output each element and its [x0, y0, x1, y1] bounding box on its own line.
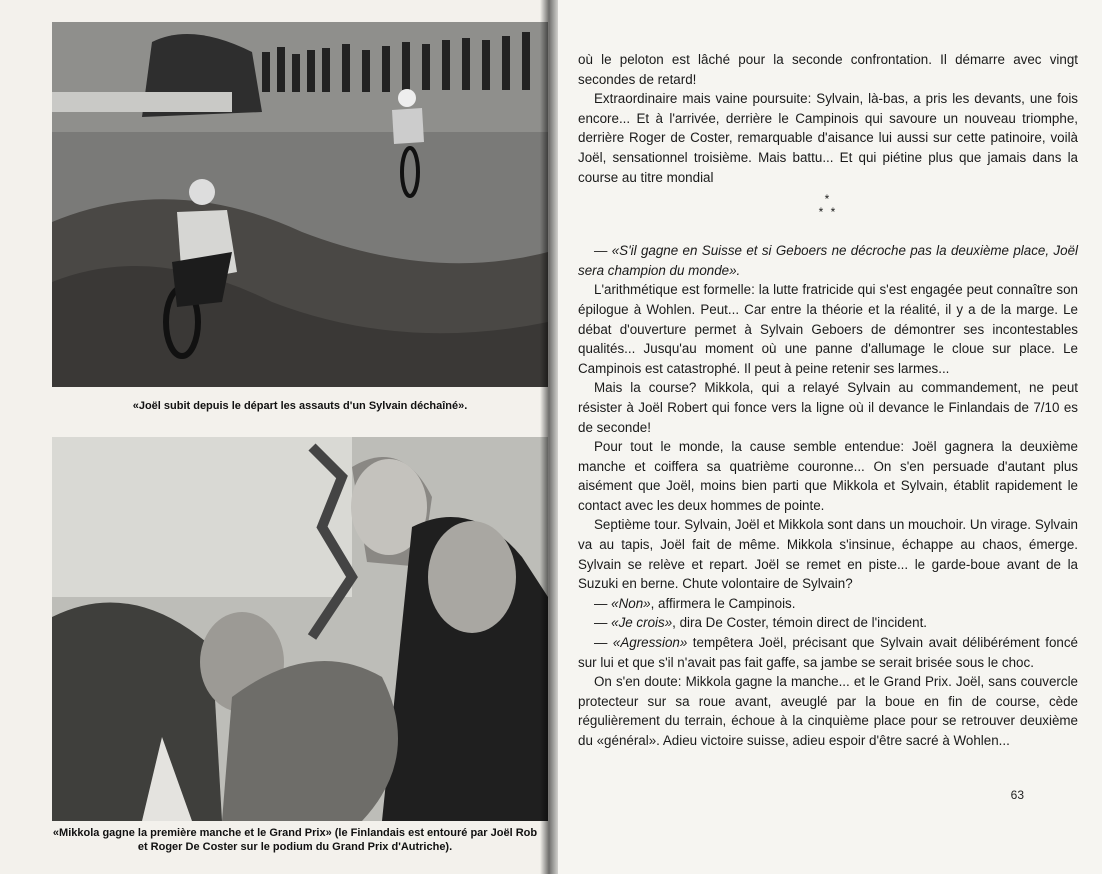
dialog-quote: «Non» — [611, 595, 651, 611]
photo-podium-icon — [52, 437, 548, 821]
book-gutter — [540, 0, 558, 874]
caption-photo-2-line1: «Mikkola gagne la première manche et le Grand Prix» (le Finlandais est entouré par Joël Rob — [52, 827, 538, 839]
quote-paragraph: — «S'il gagne en Suisse et si Geboers ne décroche pas la deuxième place, Joël sera champion du monde». — [578, 243, 1078, 278]
caption-photo-2-line2: et Roger De Coster sur le podium du Grand Prix d'Autriche). — [137, 841, 453, 853]
body-text — [578, 50, 1078, 751]
dialog-line-1 — [578, 594, 1078, 614]
paragraph-6: Septième tour. Sylvain, Joël et Mikkola sont dans un mouchoir. Un virage. Sylvain va au tapis, Joël fait de même. Mikkola s'insinue, échappe au chaos, émerge. Sylvain se relève et repart. Joël se remet en piste... le garde-boue avant de la Suzuki en berne. Chute volontaire de Sylvain? — [578, 517, 1078, 592]
right-page — [550, 0, 1102, 874]
paragraph-final: On s'en doute: Mikkola gagne la manche... et le Grand Prix. Joël, sans couvercle protecteur sur sa roue avant, aveuglé par la boue en fin de course, cède régulièrement du terrain, échoue à la cinquième place pour se retrouver deuxième du «général». Adieu victoire suisse, adieu espoir d'être sacré à Wohlen... — [578, 674, 1078, 748]
paragraph-3: L'arithmétique est formelle: la lutte fratricide qui s'est engagée peut connaître son épilogue à Wohlen. Peut... Car entre la théorie et la réalité, il y a de la marge. Le débat d'ouverture permet à Sylvain Geboers de démontrer ses incontestables qualités... Jusqu'au moment où une panne d'allumage le cloue sur place. Le Campinois est catastrophé. Il peut à peine retenir ses larmes... — [578, 282, 1078, 376]
dialog-rest: , affirmera le Campinois. — [650, 595, 796, 611]
caption-photo-1: «Joël subit depuis le départ les assauts d'un Sylvain déchaîné». — [132, 400, 468, 412]
dialog-quote: «Je crois» — [611, 615, 673, 631]
photo-motocross-rider-icon — [52, 22, 548, 387]
dialog-rest: , dira De Coster, témoin direct de l'incident. — [672, 615, 928, 631]
dialog-dash: — — [594, 615, 612, 631]
dialog-line-3 — [578, 633, 1078, 672]
paragraph-5: Pour tout le monde, la cause semble entendue: Joël gagnera la deuxième manche et coiffera sa quatrième couronne... On s'en persuade d'autant plus aisément que Joël, moins bien parti que Mikkola et Sylvain, établit rapidement le contact avec les deux hommes de pointe. — [578, 439, 1078, 513]
paragraph-4: Mais la course? Mikkola, qui a relayé Sylvain au commandement, ne peut résister à Joël Robert qui fonce vers la ligne où il devance le Finlandais de 7/10 es de seconde! — [578, 380, 1078, 435]
star-bottom: * * — [818, 205, 838, 220]
paragraph-2: Extraordinaire mais vaine poursuite: Sylvain, là-bas, a pris les devants, une fois encore... Et à l'arrivée, derrière le Campinois qui savoure un nouveau triomphe, derrière Roger de Coster, remarquable d'aisance lui aussi sur cette patinoire, voilà Joël, sensationnel troisième. Mais battu... Et qui piétine plus que jamais dans la course au titre mondial — [578, 91, 1078, 185]
motocross-photo — [52, 22, 548, 387]
dialog-dash: — — [594, 635, 613, 651]
podium-photo — [52, 437, 548, 821]
dialog-line-2 — [578, 613, 1078, 633]
left-page — [0, 0, 550, 874]
dialog-dash: — — [594, 595, 612, 611]
caption-photo-2 — [40, 826, 550, 854]
page-number: 63 — [1010, 788, 1024, 802]
dialog-rest: tempêtera Joël, précisant que Sylvain avait délibérément foncé sur lui et que s'il n'avait pas fait gaffe, sa jambe se serait brisée sous le choc. — [578, 635, 1078, 670]
section-break — [578, 193, 1078, 219]
star-top: * — [824, 192, 832, 207]
dialog-quote: «Agression» — [612, 635, 688, 651]
paragraph-1: où le peloton est lâché pour la seconde confrontation. Il démarre avec vingt secondes de retard! — [578, 52, 1078, 87]
